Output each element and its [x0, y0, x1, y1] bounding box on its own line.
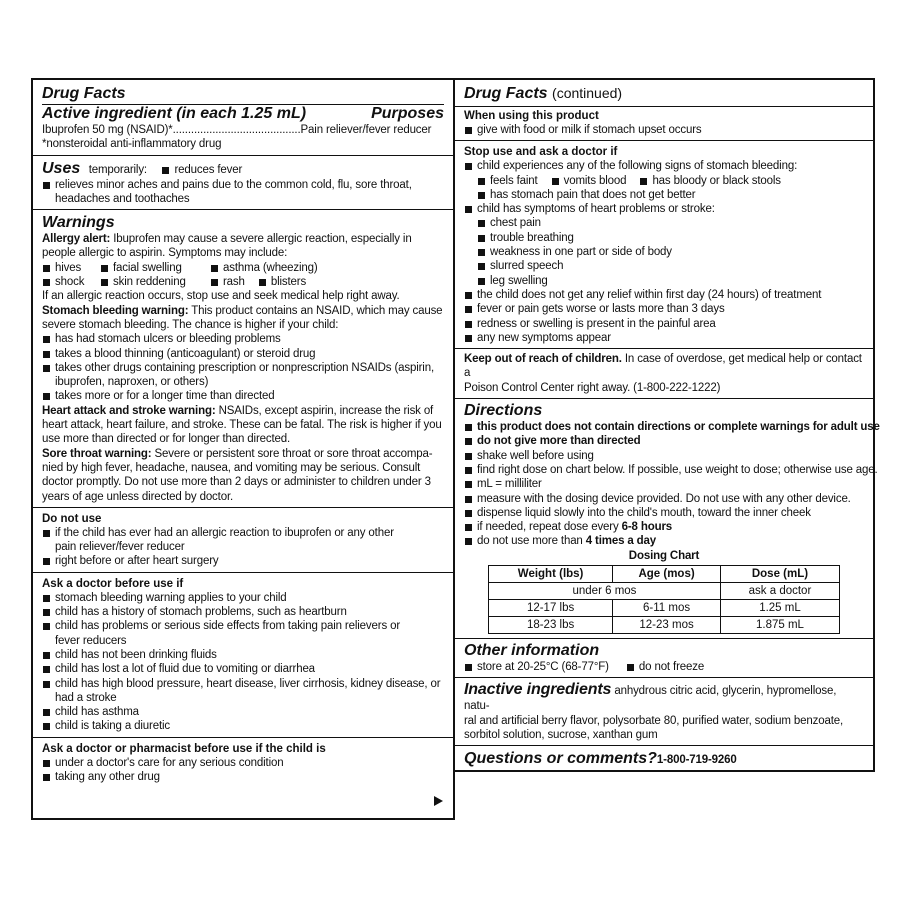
when-using-section [455, 107, 873, 141]
list-item: has had stomach ulcers or bleeding problems [42, 332, 444, 346]
list-item: the child does not get any relief within first day (24 hours) of treatment [464, 288, 864, 302]
ask-pharmacist-heading: Ask a doctor or pharmacist before use if the child is [42, 742, 326, 755]
list-item: right before or after heart surgery [42, 554, 444, 568]
other-information-section: Other information store at 20-25°C (68-77°F) do not freeze [455, 639, 873, 678]
active-ingredient-heading: Active ingredient (in each 1.25 mL) [42, 105, 307, 122]
drug-facts-title: Drug Facts [42, 85, 126, 102]
list-item: takes a blood thinning (anticoagulant) or steroid drug [42, 347, 444, 361]
keep-out-of-reach-section: Keep out of reach of children. In case of overdose, get medical help or contact a Poison Control Center right away. (1-800-222-1222) [455, 349, 873, 399]
do-not-use-heading: Do not use [42, 512, 102, 525]
list-item: redness or swelling is present in the painful area [464, 317, 864, 331]
questions-heading: Questions or comments? [464, 750, 657, 768]
directions-heading: Directions [464, 402, 543, 420]
table-row: 12-17 lbs 6-11 mos 1.25 mL [489, 600, 840, 617]
purposes-heading: Purposes [371, 105, 444, 122]
inactive-ingredients-section: Inactive ingredients anhydrous citric acid, glycerin, hypromellose, natu- ral and artificial berry flavor, polysorbate 80, purified water, sodium benzoate, sorbitol solution, sucrose, xanthan gum [455, 678, 873, 746]
allergy-symptoms: hives facial swelling asthma (wheezing) shock skin reddening rash blisters [42, 261, 444, 290]
questions-phone: 1-800-719-9260 [656, 754, 737, 767]
table-row: 18-23 lbs 12-23 mos 1.875 mL [489, 617, 840, 634]
table-row: under 6 mos ask a doctor [489, 583, 840, 600]
list-item: give with food or milk if stomach upset occurs [464, 123, 864, 137]
active-ingredient-section [33, 80, 453, 156]
do-not-use-section: Do not use if the child has ever had an allergic reaction to ibuprofen or any other pain reliever/fever reducer right before or after heart surgery [33, 508, 453, 573]
ingredient-line: Ibuprofen 50 mg (NSAID)*..........................................Pain reliever/fever reducer [42, 124, 432, 136]
list-item: child has not been drinking fluids [42, 648, 444, 662]
list-item: child has a history of stomach problems, such as heartburn [42, 605, 444, 619]
inactive-ingredients-heading: Inactive ingredients [464, 681, 612, 699]
uses-heading: Uses [42, 159, 81, 177]
list-item: child has lost a lot of fluid due to vomiting or diarrhea [42, 662, 444, 676]
list-item: takes other drugs containing prescription or nonprescription NSAIDs (aspirin, [42, 361, 444, 375]
questions-section [455, 746, 873, 771]
ask-pharmacist-section [33, 738, 453, 788]
list-item: taking any other drug [42, 770, 444, 784]
list-item: any new symptoms appear [464, 331, 864, 345]
uses-section: Uses temporarily: reduces fever relieves minor aches and pains due to the common cold, flu, sore throat, headaches and toothaches [33, 156, 453, 211]
nsaid-note: *nonsteroidal anti-inflammatory drug [42, 138, 222, 151]
list-item: fever or pain gets worse or lasts more than 3 days [464, 302, 864, 316]
when-using-heading: When using this product [464, 110, 599, 122]
list-item: child has asthma [42, 705, 444, 719]
ask-doctor-section: Ask a doctor before use if stomach bleeding warning applies to your child child has a history of stomach problems, such as heartburn child has problems or serious side effects from taking pain relievers or fever reducers child has not been drinking fluids child has lost a lot of fluid due to vomiting or diarrhea child has high blood pressure, heart disease, liver cirrhosis, kidney disease, or had a stroke child has asthma child is taking a diuretic [33, 573, 453, 738]
directions-section: Directions this product does not contain directions or complete warnings for adult use do not give more than directed shake well before using find right dose on chart below. If possible, use weight to dose; otherwise use age. mL = milliliter measure with the dosing device provided. Do not use with any other device. dispense liquid slowly into the child's mouth, toward the inner cheek if needed, repeat dose every 6-8 hours do not use more than 4 times a day Dosing Chart Weight (lbs) Age (mos) Dose (mL) under 6 mos ask a doctor 12-17 lbs 6-11 mos 1.25 mL 18-23 lbs 12-23 mos 1.875 mL [455, 399, 873, 639]
drug-facts-continued-header: Drug Facts (continued) [455, 80, 873, 107]
drug-facts-panel-left [31, 78, 455, 820]
stop-use-heading: Stop use and ask a doctor if [464, 146, 618, 159]
other-information-heading: Other information [464, 642, 600, 660]
ask-doctor-heading: Ask a doctor before use if [42, 577, 184, 590]
drug-facts-title-right: Drug Facts [464, 85, 548, 102]
continued-arrow-icon [434, 796, 443, 806]
list-item: stomach bleeding warning applies to your child [42, 591, 444, 605]
list-item: child is taking a diuretic [42, 719, 444, 733]
dosing-chart-table [488, 565, 840, 634]
warnings-section: Warnings Allergy alert: Ibuprofen may cause a severe allergic reaction, especially in people allergic to aspirin. Symptoms may include: hives facial swelling asthma (wheezing) shock skin reddening rash blisters If an allergic reaction occurs, stop use and seek medical help right away. Stomach bleeding warning: This product contains an NSAID, which may cause severe stomach bleeding. The chance is higher if your child: has had stomach ulcers or bleeding problems takes a blood thinning (anticoagulant) or steroid drug takes other drugs containing prescription or nonprescription NSAIDs (aspirin, ibuprofen, naproxen, or others) takes more or for a longer time than directed Heart attack and stroke warning: NSAIDs, except aspirin, increase the risk of heart attack, heart failure, and stroke. These can be fatal. The risk is higher if you use more than directed or for longer than directed. Sore throat warning: Severe or persistent sore throat or sore throat accompa- nied by high fever, headache, nausea, and vomiting may be serious. Consult doctor promptly. Do not use more than 2 days or administer to children under 3 years of age unless directed by doctor. [33, 210, 453, 508]
table-row: Weight (lbs) Age (mos) Dose (mL) [489, 566, 840, 583]
warnings-heading: Warnings [42, 214, 115, 232]
dosing-chart-title: Dosing Chart [628, 549, 700, 562]
list-item: under a doctor's care for any serious condition [42, 756, 444, 770]
list-item: takes more or for a longer time than directed [42, 389, 444, 403]
drug-facts-panel-right [453, 78, 880, 772]
stop-use-section: Stop use and ask a doctor if child experiences any of the following signs of stomach bleeding: feels faint vomits blood has bloody or black stools has stomach pain that does not get better child has symptoms of heart problems or stroke: chest pain trouble breathing weakness in one part or side of body slurred speech leg swelling the child does not get any relief within first day (24 hours) of treatment fever or pain gets worse or lasts more than 3 days redness or swelling is present in the painful area any new symptoms appear [455, 141, 873, 349]
list-item: child has high blood pressure, heart disease, liver cirrhosis, kidney disease, or [42, 677, 444, 691]
list-item: if the child has ever had an allergic reaction to ibuprofen or any other [42, 526, 444, 540]
list-item: child has problems or serious side effects from taking pain relievers or [42, 619, 444, 633]
